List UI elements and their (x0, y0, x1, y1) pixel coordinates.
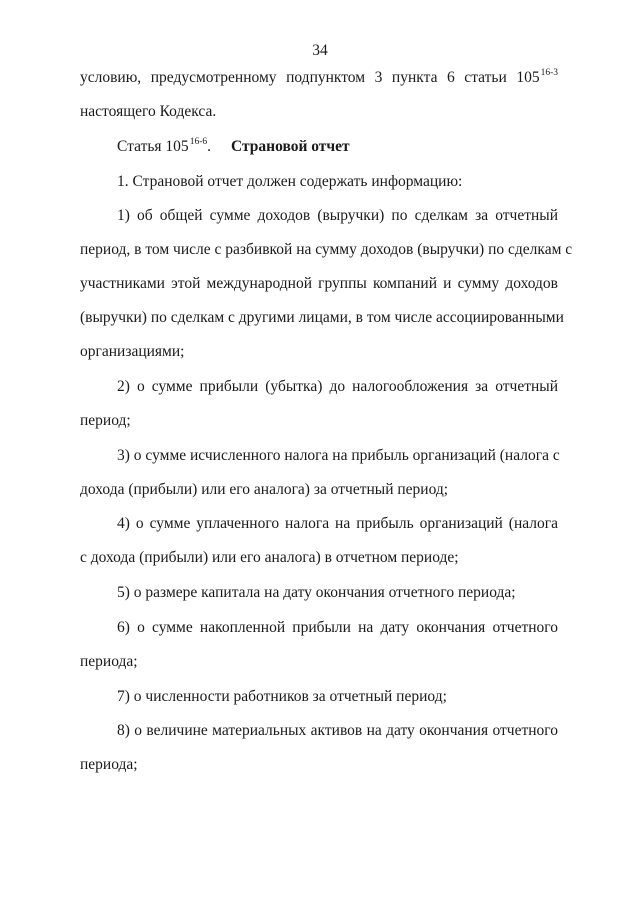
article-superscript: 16-6 (189, 137, 208, 147)
item-1-line: организациями; (80, 343, 185, 360)
item-4-line: 4) о сумме уплаченного налога на прибыль организаций (налога (117, 515, 558, 532)
paragraph-1: 1. Страновой отчет должен содержать информацию: (117, 173, 463, 190)
article-dot: . (207, 138, 211, 155)
item-2-line: период; (80, 412, 131, 429)
text-line: настоящего Кодекса. (80, 103, 217, 120)
item-6-line: 6) о сумме накопленной прибыли на дату окончания отчетного (117, 619, 558, 636)
item-8-line: 8) о величине материальных активов на дату окончания отчетного (117, 722, 558, 739)
text-fragment: условию, предусмотренному подпунктом 3 пункта 6 статьи 105 (80, 69, 540, 86)
item-1-line: участниками этой международной группы компаний и сумму доходов (80, 275, 558, 292)
superscript: 16-3 (540, 68, 558, 78)
item-4-line: с дохода (прибыли) или его аналога) в отчетном периоде; (80, 549, 459, 566)
item-8-line: периода; (80, 756, 138, 773)
item-1-line: (выручки) по сделкам с другими лицами, в том числе ассоциированными (80, 309, 564, 326)
item-1-line: период, в том числе с разбивкой на сумму доходов (выручки) по сделкам с (80, 241, 573, 258)
text-line (80, 67, 558, 91)
item-6-line: периода; (80, 653, 138, 670)
article-heading (117, 136, 558, 160)
item-3-line: дохода (прибыли) или его аналога) за отчетный период; (80, 481, 449, 498)
item-2-line: 2) о сумме прибыли (убытка) до налогообложения за отчетный (117, 378, 558, 395)
item-7-line: 7) о численности работников за отчетный период; (117, 688, 447, 705)
article-title: Страновой отчет (230, 138, 350, 155)
item-3-line: 3) о сумме исчисленного налога на прибыль организаций (налога с (117, 447, 560, 464)
item-5-line: 5) о размере капитала на дату окончания отчетного периода; (117, 584, 516, 601)
item-1-line: 1) об общей сумме доходов (выручки) по сделкам за отчетный (117, 207, 558, 224)
page-number: 34 (312, 42, 328, 59)
article-prefix: Статья 105 (117, 138, 189, 155)
